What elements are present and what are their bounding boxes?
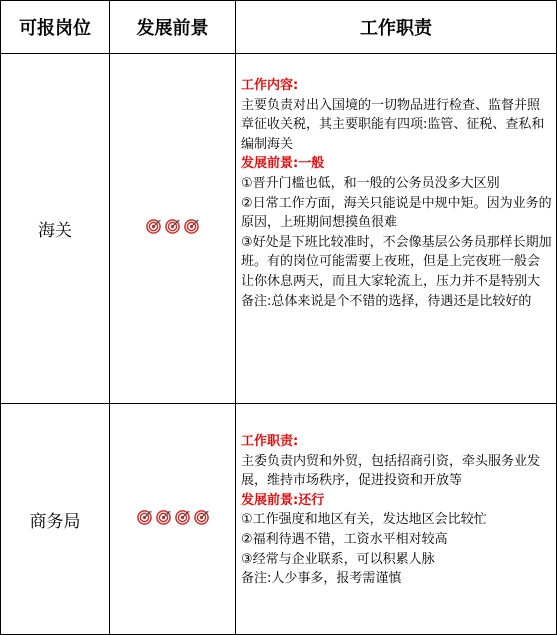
header-position: 可报岗位	[1, 1, 110, 54]
point-item: ①晋升门槛也低，和一般的公务员没多大区别	[241, 175, 500, 191]
target-dart-icon	[156, 510, 171, 525]
point-item: ②福利待遇不错，工资水平相对较高	[241, 531, 448, 547]
target-dart-icon	[146, 219, 161, 234]
duties-heading: 工作内容:	[241, 78, 299, 93]
target-dart-icon	[184, 219, 199, 234]
duties-text: 主委负责内贸和外贸，包括招商引资，牵头服务业发展，维持市场秩序，促进投资和开放等	[241, 453, 541, 489]
prospect-heading: 发展前景:还行	[241, 492, 325, 508]
point-item: ③经常与企业联系，可以积累人脉	[241, 551, 435, 567]
prospect-cell	[110, 404, 236, 635]
prospect-rating	[146, 219, 199, 234]
duties-heading: 工作职责:	[241, 434, 299, 449]
table-row	[1, 404, 557, 635]
target-dart-icon	[175, 510, 190, 525]
target-dart-icon	[165, 219, 180, 234]
note-item: 备注:总体来说是个不错的选择，待遇还是比较好的	[241, 293, 532, 309]
position-cell: 海关	[1, 54, 110, 404]
prospect-rating	[137, 510, 209, 525]
target-dart-icon	[194, 510, 209, 525]
duties-cell	[236, 404, 557, 635]
point-item: ③好处是下班比较准时，不会像基层公务员那样长期加班。有的岗位可能需要上夜班，但是上完夜班一般会让你休息两天，而且大家轮流上，压力并不是特别大	[241, 234, 552, 289]
duties-text: 主要负责对出入国境的一切物品进行检查、监督并照章征收关税，其主要职能有四项:监管、征税、查私和编制海关	[241, 97, 545, 152]
point-item: ②日常工作方面，海关只能说是中规中矩。因为业务的原因，上班期间想摸鱼很难	[241, 195, 552, 231]
point-item: ①工作强度和地区有关，发达地区会比较忙	[241, 512, 487, 528]
prospect-cell	[110, 54, 236, 404]
position-cell: 商务局	[1, 404, 110, 635]
prospect-heading: 发展前景:一般	[241, 156, 325, 172]
header-prospect: 发展前景	[110, 1, 236, 54]
duties-cell	[236, 54, 557, 404]
note-item: 备注:人少事多，报考需谨慎	[241, 571, 402, 587]
target-dart-icon	[137, 510, 152, 525]
header-duties: 工作职责	[236, 1, 557, 54]
header-row	[1, 1, 557, 54]
table-row	[1, 54, 557, 404]
